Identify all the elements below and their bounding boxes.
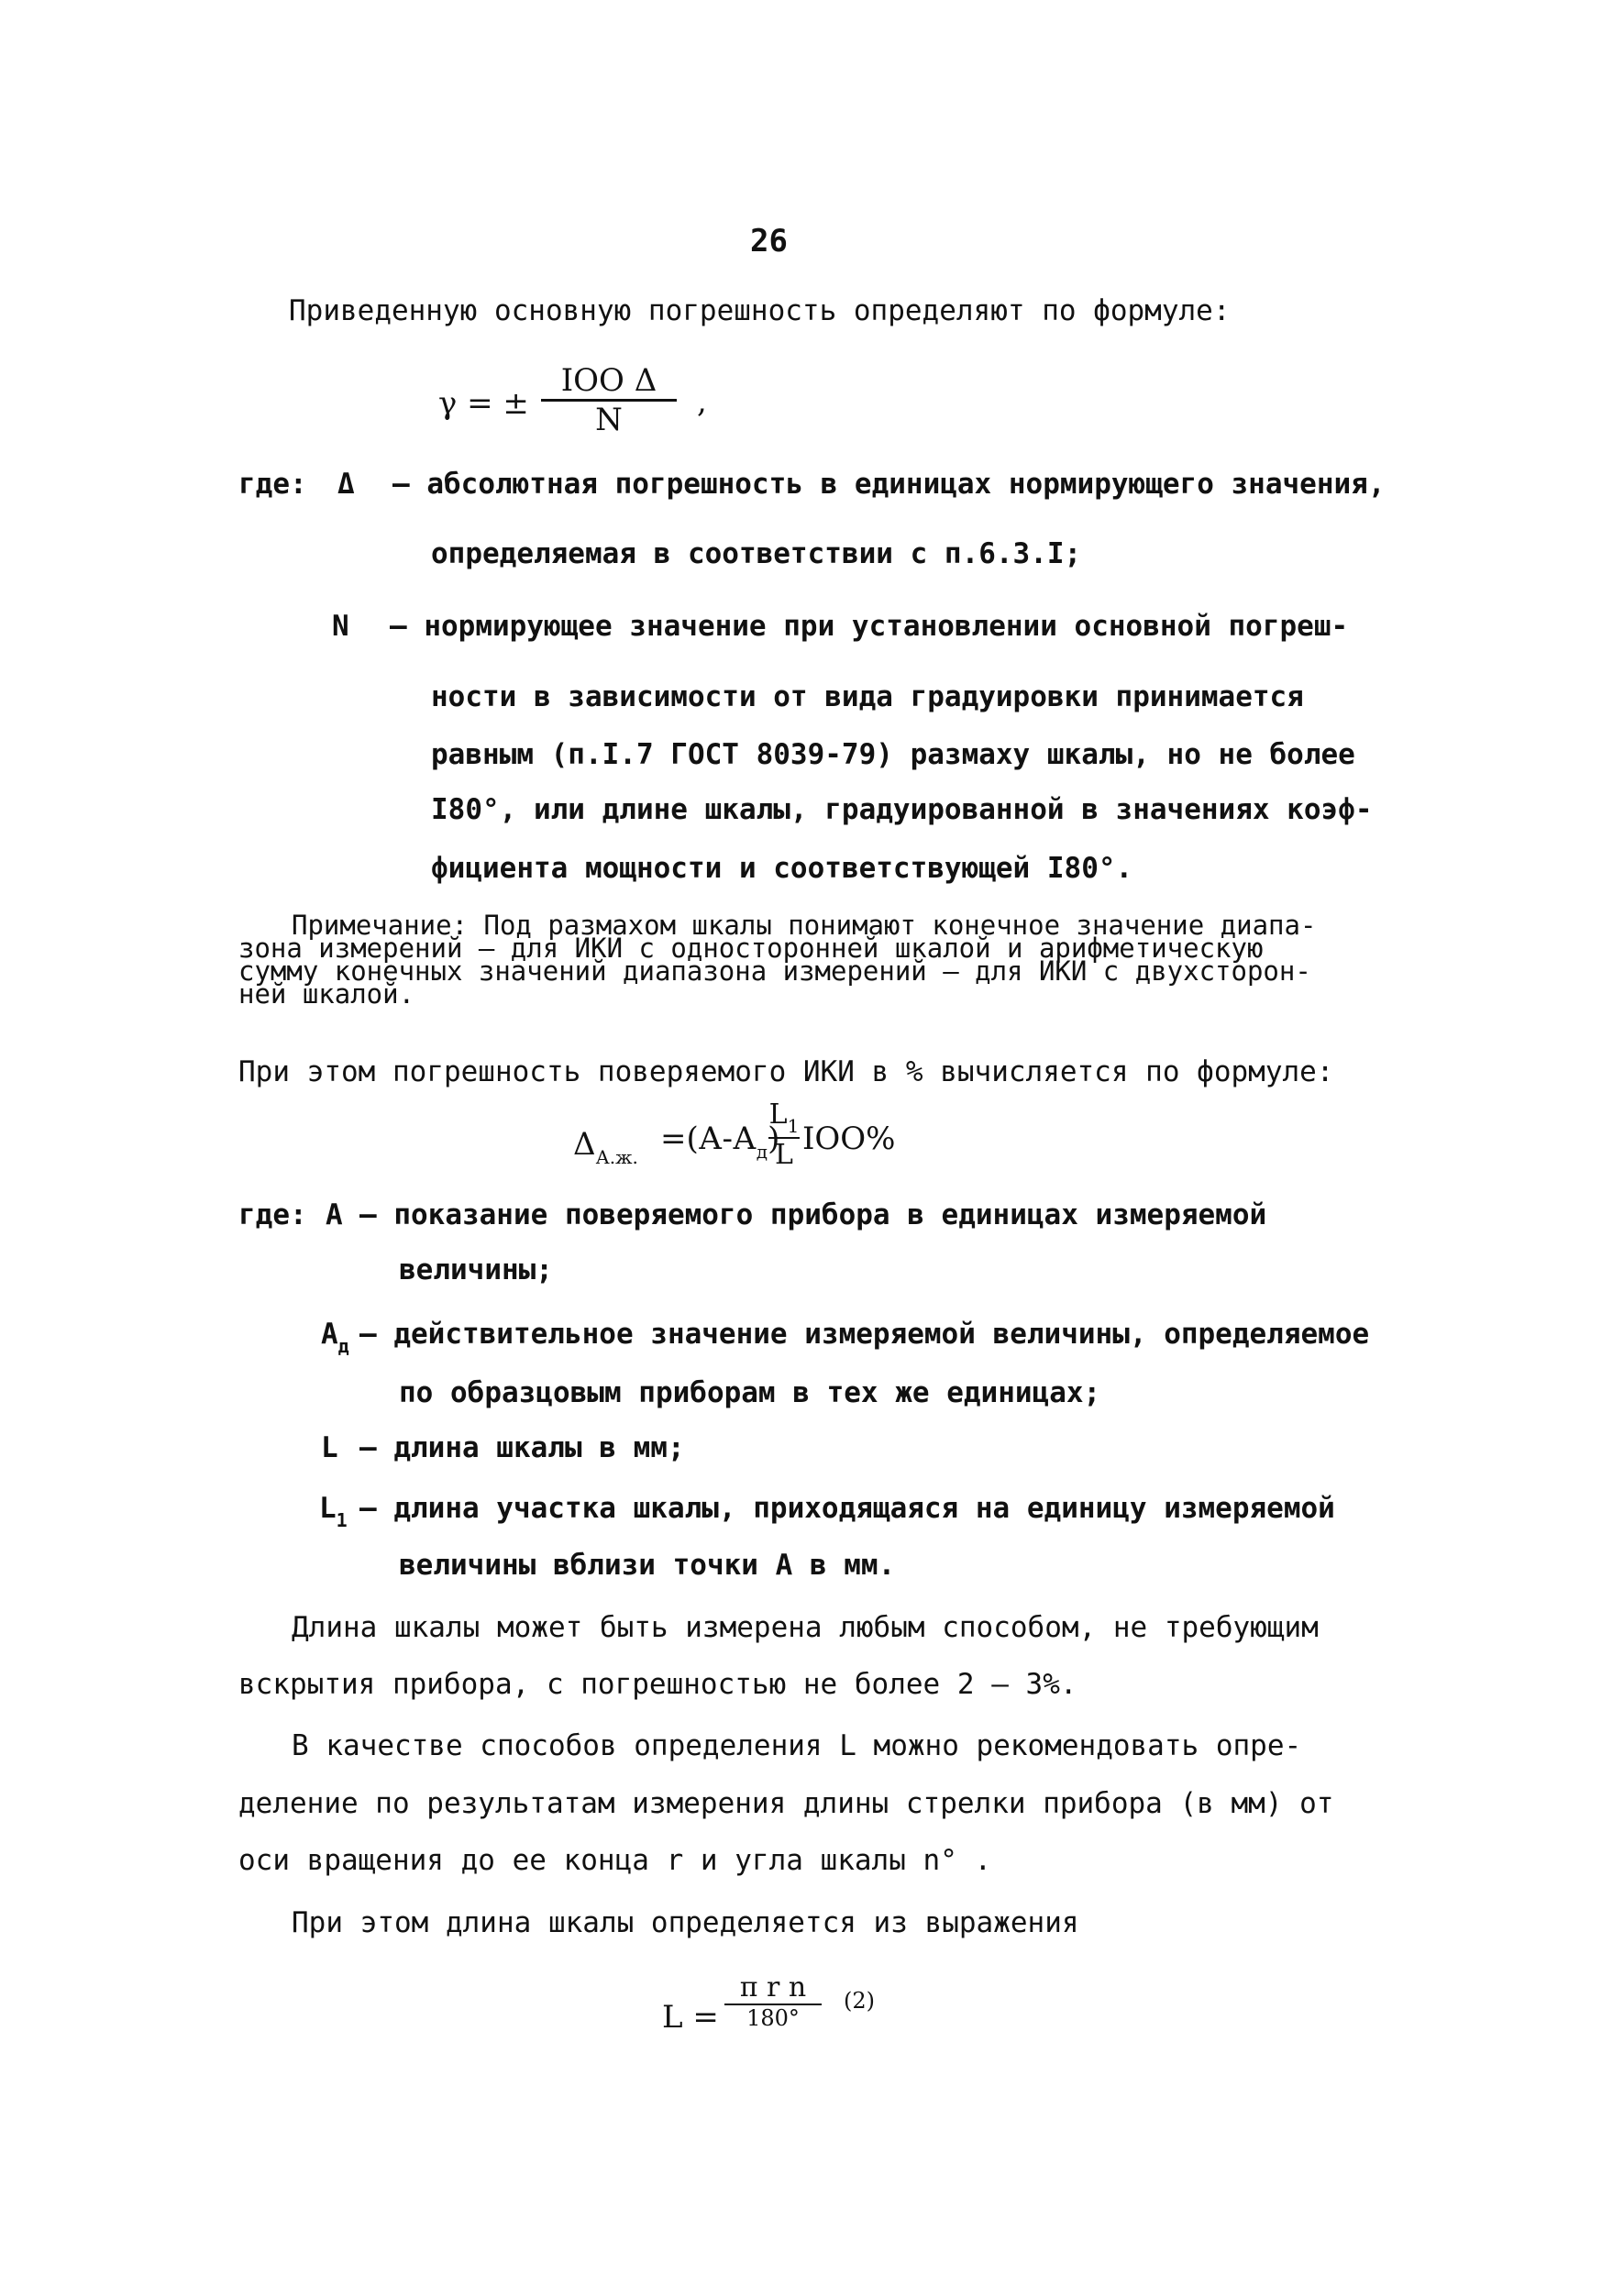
- paragraph-1-line2: вскрытия прибора, с погрешностью не более 2 – 3%.: [238, 1668, 1077, 1701]
- formula-3-numerator: π r n: [739, 1971, 807, 2004]
- paragraph-1-line1: Длина шкалы может быть измерена любым способом, не требующим: [292, 1611, 1319, 1644]
- paragraph-2-line2: деление по результатам измерения длины стрелки прибора (в мм) от: [238, 1787, 1334, 1820]
- formula-3-tail: (2): [844, 1988, 875, 2014]
- where-n-line2: ности в зависимости от вида градуировки принимается: [431, 680, 1304, 713]
- where-delta-line2: определяемая в соответствии с п.6.3.I;: [431, 537, 1082, 570]
- where2-l-line1: – длина шкалы в мм;: [359, 1431, 685, 1464]
- where2-ad-line2: по образцовым приборам в тех же единицах;: [399, 1376, 1101, 1409]
- intro-text-2: При этом погрешность поверяемого ИКИ в % вычисляется по формуле:: [238, 1055, 1334, 1088]
- formula-1-lhs: γ = ±: [438, 385, 529, 422]
- formula-2-tail: IOO%: [802, 1120, 896, 1157]
- paragraph-2-line3: оси вращения до ее конца r и угла шкалы n° .: [238, 1844, 992, 1877]
- formula-2-middle: $=(А-А_д)$: [660, 1120, 780, 1163]
- intro-text: Приведенную основную погрешность определяют по формуле:: [289, 294, 1231, 327]
- where2-l1-line1: – длина участка шкалы, приходящаяся на единицу измеряемой: [359, 1492, 1335, 1525]
- page-number: 26: [750, 223, 788, 259]
- formula-1-numerator: IOO Δ: [560, 362, 657, 399]
- where-delta-line1: – абсолютная погрешность в единицах нормирующего значения,: [392, 468, 1386, 501]
- where-n-line5: фициента мощности и соответствующей I80°.: [431, 852, 1133, 885]
- where-label-1: где:: [238, 468, 307, 501]
- note-line: зона измерений – для ИКИ с односторонней шкалой и арифметическую: [238, 933, 1264, 964]
- formula-1-tail: ,: [697, 383, 707, 420]
- formula-3-lhs: L =: [662, 1999, 719, 2036]
- where-label-2: где:: [238, 1198, 307, 1231]
- where2-a-line2: величины;: [399, 1253, 553, 1286]
- where2-symbol-ad: $А_д$: [321, 1318, 349, 1357]
- where2-symbol-l1: $L_1$: [319, 1492, 348, 1531]
- formula-2-lhs: $\Delta_{А.ж.}$: [573, 1126, 638, 1168]
- where2-ad-line1: – действительное значение измеряемой величины, определяемое: [359, 1318, 1370, 1351]
- note-line: сумму конечных значений диапазона измерений – для ИКИ с двухсторон-: [238, 955, 1311, 987]
- where2-symbol-a: А: [326, 1198, 343, 1231]
- where-n-line3: равным (п.I.7 ГОСТ 8039-79) размаху шкалы, но не более: [431, 738, 1355, 771]
- where2-l1-line2: величины вблизи точки А в мм.: [399, 1549, 896, 1582]
- where2-symbol-l: L: [321, 1431, 338, 1464]
- where-n-line1: – нормирующее значение при установлении основной погреш-: [390, 610, 1349, 643]
- where2-a-line1: – показание поверяемого прибора в единицах измеряемой: [359, 1198, 1267, 1231]
- paragraph-3: При этом длина шкалы определяется из выражения: [292, 1906, 1079, 1939]
- where-symbol-n: N: [332, 610, 349, 643]
- formula-2-numerator: $L_1$: [768, 1098, 800, 1137]
- formula-1-denominator: N: [595, 402, 623, 438]
- note-line: ней шкалой.: [238, 978, 415, 1010]
- formula-3-denominator: 180°: [746, 2005, 800, 2031]
- where-symbol-delta: Δ: [337, 468, 355, 501]
- formula-1-fraction: [541, 362, 677, 438]
- formula-3-fraction: [724, 1971, 822, 2031]
- formula-2-denominator: L: [775, 1139, 793, 1171]
- formula-2-fraction: [768, 1098, 800, 1171]
- paragraph-2-line1: В качестве способов определения L можно рекомендовать опре-: [292, 1729, 1302, 1762]
- where-n-line4: I80°, или длине шкалы, градуированной в значениях коэф-: [431, 793, 1373, 826]
- note-line: Примечание: Под размахом шкалы понимают конечное значение диапа-: [292, 910, 1317, 941]
